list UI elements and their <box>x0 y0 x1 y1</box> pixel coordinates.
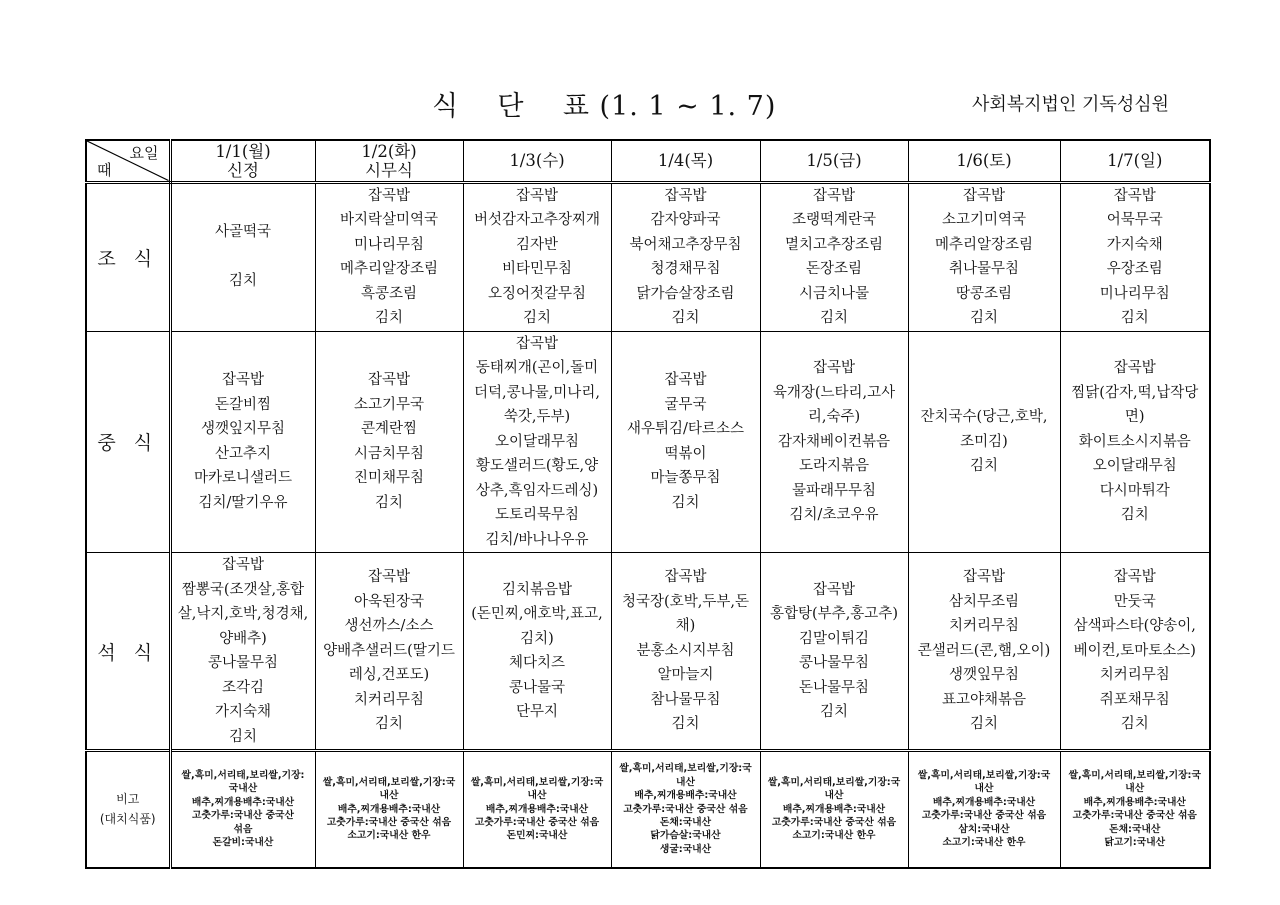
note-line: 고춧가루:국내산 중국산 섞음 <box>623 803 748 815</box>
menu-item: 도토리묵무침 <box>494 507 580 523</box>
menu-item: 김치 <box>819 704 848 720</box>
menu-item: 김치 <box>671 716 700 733</box>
menu-item: 베이컨,토마토소스) <box>1073 642 1196 659</box>
menu-item: 양배추) <box>219 630 267 647</box>
menu-cell <box>760 553 908 751</box>
day-event: 시무식 <box>365 160 413 180</box>
menu-item: 레싱,건포도) <box>348 667 430 684</box>
menu-item: 홍합탕(부추,홍고추) <box>770 606 898 622</box>
menu-item: 김치 <box>374 716 403 733</box>
menu-item: 미나리무침 <box>353 236 425 253</box>
menu-cell <box>908 553 1060 751</box>
menu-item: 김말이튀김 <box>798 630 870 647</box>
menu-item: 가지숙채 <box>1106 236 1163 253</box>
menu-item: 어묵무국 <box>1106 212 1163 228</box>
menu-item: 마카로니샐러드 <box>193 470 293 487</box>
menu-cell <box>611 182 760 331</box>
menu-item: 산고추지 <box>214 445 272 462</box>
menu-item: 굴무국 <box>664 396 707 413</box>
menu-item: 흑콩조림 <box>360 285 418 302</box>
note-cell <box>170 751 315 868</box>
note-line: 배추,찌개용배추:국내산 <box>782 803 886 815</box>
menu-item: 소고기미역국 <box>941 212 1027 228</box>
menu-item: 김치 <box>969 458 998 474</box>
note-line: 쌀,흑미,서리태,보리쌀,기장: <box>181 770 305 782</box>
menu-item: 잡곡밥 <box>367 569 411 586</box>
menu-item: 김치 <box>228 728 257 745</box>
menu-item: 새우튀김/타르소스 <box>627 421 744 438</box>
menu-item: 콘계란찜 <box>360 421 418 438</box>
menu-item: 김치 <box>228 273 257 290</box>
lunch-row <box>86 331 1210 553</box>
day-date: 1/3(수) <box>509 151 565 171</box>
menu-item: 시금치무침 <box>353 445 425 462</box>
notes-label: 비고 <box>116 792 140 807</box>
menu-item <box>172 245 315 270</box>
menu-item: 취나물무침 <box>948 261 1020 277</box>
menu-item: 미나리무침 <box>1099 285 1170 302</box>
menu-item: 김치 <box>671 494 700 511</box>
menu-item: 분홍소시지부침 <box>636 642 735 659</box>
note-line: 내산 <box>824 790 844 802</box>
day-header <box>463 140 611 182</box>
note-line: 삼치:국내산 <box>958 823 1010 835</box>
note-line: 배추,찌개용배추:국내산 <box>191 796 295 808</box>
notes-row <box>86 751 1210 868</box>
note-line: 내산 <box>379 790 399 802</box>
menu-item: 가지숙채 <box>214 704 272 720</box>
menu-item: 다시마튀각 <box>1099 482 1170 499</box>
note-line: 쌀,흑미,서리태,보리쌀,기장:국 <box>1068 770 1201 782</box>
meal-label-cell <box>86 182 170 331</box>
menu-item: 삼치무조림 <box>948 593 1020 610</box>
menu-cell <box>463 182 611 331</box>
menu-cell <box>170 331 315 553</box>
menu-cell <box>170 553 315 751</box>
meal-label-cell <box>86 553 170 751</box>
note-line: 돈갈비:국내산 <box>212 837 274 849</box>
note-line: 쌀,흑미,서리태,보리쌀,기장:국 <box>322 776 456 788</box>
note-line: 고춧가루:국내산 중국산 섞음 <box>1072 810 1197 822</box>
note-line: 쌀,흑미,서리태,보리쌀,기장:국 <box>917 770 1051 782</box>
menu-item: 잡곡밥 <box>221 372 265 389</box>
menu-item: 김치 <box>374 310 403 326</box>
menu-item: 버섯감자고추장찌개 <box>473 212 601 228</box>
note-line: 닭가슴살:국내산 <box>650 830 721 842</box>
corner-cell <box>86 140 170 182</box>
menu-item: 동태찌개(곤이,돌미 <box>475 360 599 376</box>
note-line: 배추,찌개용배추:국내산 <box>932 796 1036 808</box>
menu-item: 비타민무침 <box>501 261 573 277</box>
day-header <box>760 140 908 182</box>
menu-item: 치커리무침 <box>948 618 1020 635</box>
menu-item: 돈나물무침 <box>798 679 870 696</box>
menu-item: 짬뽕국(조갯살,홍합 <box>181 581 305 598</box>
note-line: 배추,찌개용배추:국내산 <box>485 803 589 815</box>
menu-item: 잡곡밥 <box>812 360 856 376</box>
menu-item: 돈갈비찜 <box>214 396 272 413</box>
meal-label: 중 식 <box>97 432 159 455</box>
menu-item: 김치/바나나우유 <box>485 531 589 548</box>
menu-item: 상추,흑임자드레싱) <box>475 482 599 499</box>
note-line: 소고기:국내산 한우 <box>347 830 431 842</box>
menu-item: 잡곡밥 <box>664 187 707 204</box>
note-cell <box>611 751 760 868</box>
menu-item: 오이달래무침 <box>494 433 580 450</box>
menu-item: 알마늘지 <box>657 667 714 684</box>
menu-cell <box>760 331 908 553</box>
menu-item: 잡곡밥 <box>1113 569 1156 586</box>
menu-item: 양배추샐러드(딸기드 <box>323 642 455 659</box>
menu-item: 도라지볶음 <box>798 458 870 474</box>
note-cell <box>1060 751 1210 868</box>
menu-item: 진미채무침 <box>353 470 425 487</box>
menu-table <box>85 139 1211 869</box>
menu-item: 아욱된장국 <box>353 593 425 610</box>
menu-cell <box>315 182 463 331</box>
menu-item: 북어채고추장무침 <box>629 236 742 253</box>
menu-cell <box>1060 553 1210 751</box>
menu-item: 김치 <box>969 310 998 326</box>
menu-cell <box>1060 331 1210 553</box>
menu-item: 김치 <box>1120 507 1149 523</box>
menu-item: 콩나물무침 <box>798 655 870 671</box>
note-cell <box>315 751 463 868</box>
menu-item: 감자양파국 <box>650 212 721 228</box>
menu-item: 감자채베이컨볶음 <box>777 433 891 450</box>
menu-item: 면) <box>1124 409 1145 425</box>
menu-cell <box>463 553 611 751</box>
day-date: 1/1(월) <box>215 141 271 161</box>
menu-item: 시금치나물 <box>798 285 870 302</box>
day-header <box>170 140 315 182</box>
note-line: 쌀,흑미,서리태,보리쌀,기장:국 <box>767 776 901 788</box>
note-line: 내산 <box>974 783 994 795</box>
menu-item: 쥐포채무침 <box>1099 691 1170 708</box>
note-line: 고춧가루:국내산 중국산 섞음 <box>474 816 600 828</box>
menu-cell <box>315 331 463 553</box>
menu-cell <box>908 182 1060 331</box>
menu-item: 김자반 <box>515 236 559 253</box>
menu-item: 잡곡밥 <box>962 187 1006 204</box>
note-cell <box>463 751 611 868</box>
menu-item: 잔치국수(당근,호박, <box>920 409 1048 425</box>
menu-item: 더덕,콩나물,미나리, <box>474 384 600 401</box>
menu-item: 바지락살미역국 <box>339 212 439 228</box>
menu-item: 조랭떡계란국 <box>791 212 877 228</box>
note-line: 배추,찌개용배추:국내산 <box>1083 796 1186 808</box>
menu-cell <box>1060 182 1210 331</box>
menu-item: 단무지 <box>515 704 559 720</box>
organization-name: 사회복지법인 기독성심원 <box>972 94 1169 115</box>
note-line: 고춧가루:국내산 중국산 섞음 <box>771 816 897 828</box>
menu-item: 잡곡밥 <box>1113 187 1156 204</box>
menu-item: 김치 <box>969 716 998 733</box>
day-event: 신정 <box>227 160 259 180</box>
menu-item: 잡곡밥 <box>367 187 411 204</box>
corner-meal-label: 때 <box>97 160 112 179</box>
meal-label: 석 식 <box>97 641 159 664</box>
menu-item: 잡곡밥 <box>962 569 1006 586</box>
menu-item: 잡곡밥 <box>812 187 856 204</box>
menu-cell <box>611 331 760 553</box>
menu-item: 잡곡밥 <box>515 187 559 204</box>
menu-item: 잡곡밥 <box>812 581 856 598</box>
menu-item: 콩나물국 <box>508 679 566 696</box>
note-line: 고춧가루:국내산 중국산 섞음 <box>921 810 1047 822</box>
menu-item: 생깻잎지무침 <box>200 421 286 438</box>
menu-item: 쑥갓,두부) <box>503 409 571 425</box>
menu-item: (돈민찌,애호박,표고, <box>471 606 603 622</box>
menu-item: 찜닭(감자,떡,납작당 <box>1071 384 1199 401</box>
day-header <box>1060 140 1210 182</box>
note-line: 소고기:국내산 한우 <box>942 837 1026 849</box>
dinner-row <box>86 553 1210 751</box>
note-line: 돈민찌:국내산 <box>506 830 568 842</box>
page-title: 식 단 표 (1. 1 ~ 1. 7) <box>432 91 777 122</box>
menu-item: 체다치즈 <box>508 655 566 671</box>
menu-item: 채) <box>675 618 696 635</box>
note-line: 내산 <box>1125 783 1145 795</box>
menu-item: 치커리무침 <box>1099 667 1170 684</box>
day-date: 1/7(일) <box>1107 151 1163 171</box>
menu-item: 땅콩조림 <box>955 285 1013 302</box>
menu-item: 표고야채볶음 <box>941 691 1027 708</box>
note-line: 배추,찌개용배추:국내산 <box>634 790 737 802</box>
menu-cell <box>315 553 463 751</box>
menu-item: 김치 <box>671 310 700 326</box>
menu-item: 잡곡밥 <box>664 569 707 586</box>
day-date: 1/2(화) <box>361 141 417 161</box>
note-line: 국내산 <box>228 783 258 795</box>
menu-item: 화이트소시지볶음 <box>1078 433 1191 450</box>
notes-sublabel: (대치식품) <box>99 812 156 827</box>
menu-item: 사골떡국 <box>214 224 272 241</box>
menu-item: 살,낙지,호박,청경채, <box>177 606 309 622</box>
day-header <box>611 140 760 182</box>
menu-item: 잡곡밥 <box>1113 360 1156 376</box>
menu-item: 김치 <box>522 310 551 326</box>
note-line: 섞음 <box>233 823 253 835</box>
menu-item: 생선까스/소스 <box>344 618 434 635</box>
menu-item: 김치볶음밥 <box>501 581 573 598</box>
menu-item: 우장조림 <box>1106 261 1163 277</box>
menu-item: 김치 <box>374 494 403 511</box>
menu-item: 떡볶이 <box>664 445 707 462</box>
menu-item: 잡곡밥 <box>221 557 265 573</box>
note-line: 돈채:국내산 <box>1109 823 1161 835</box>
day-header <box>315 140 463 182</box>
menu-cell <box>611 553 760 751</box>
note-cell <box>908 751 1060 868</box>
menu-cell <box>908 331 1060 553</box>
menu-cell <box>170 182 315 331</box>
note-line: 내산 <box>676 776 695 788</box>
menu-item: 메추리알장조림 <box>339 261 439 277</box>
notes-label-cell <box>86 751 170 868</box>
menu-item: 닭가슴살장조림 <box>636 285 735 302</box>
header-row <box>86 140 1210 182</box>
menu-item: 마늘쫑무침 <box>650 470 721 487</box>
menu-item: 만둣국 <box>1113 593 1156 610</box>
menu-item: 물파래무무침 <box>791 482 877 499</box>
menu-item: 김치/딸기우유 <box>198 494 288 511</box>
note-line: 소고기:국내산 한우 <box>792 830 876 842</box>
day-date: 1/6(토) <box>956 151 1012 171</box>
day-date: 1/5(금) <box>806 151 862 171</box>
day-header <box>908 140 1060 182</box>
menu-item: 콘샐러드(콘,햄,오이) <box>917 642 1051 659</box>
menu-item: 메추리알장조림 <box>934 236 1034 253</box>
menu-item: 김치 <box>1120 310 1149 326</box>
breakfast-row <box>86 182 1210 331</box>
menu-item: 오이달래무침 <box>1092 458 1177 474</box>
menu-item: 리,숙주) <box>807 409 861 425</box>
menu-item: 콩나물무침 <box>207 655 279 671</box>
menu-item: 잡곡밥 <box>367 372 411 389</box>
meal-label-cell <box>86 331 170 553</box>
menu-item: 육개장(느타리,고사 <box>772 384 896 401</box>
menu-item: 김치 <box>1120 716 1149 733</box>
note-line: 돈채:국내산 <box>659 816 712 828</box>
menu-cell <box>463 331 611 553</box>
menu-item: 멸치고추장조림 <box>784 236 884 253</box>
menu-item: 김치/초코우유 <box>789 507 879 523</box>
menu-item: 생깻잎무침 <box>948 667 1020 684</box>
note-cell <box>760 751 908 868</box>
menu-item: 소고기무국 <box>353 396 425 413</box>
menu-item: 김치) <box>520 630 554 647</box>
note-line: 쌀,흑미,서리태,보리쌀,기장:국 <box>619 763 752 775</box>
menu-item: 황도샐러드(황도,양 <box>475 458 599 474</box>
menu-item: 김치 <box>819 310 848 326</box>
menu-item: 오징어젓갈무침 <box>487 285 587 302</box>
note-line: 쌀,흑미,서리태,보리쌀,기장:국 <box>470 776 604 788</box>
meal-label: 조 식 <box>97 247 159 270</box>
menu-item: 참나물무침 <box>650 691 721 708</box>
menu-item: 치커리무침 <box>353 691 425 708</box>
note-line: 고춧가루:국내산 중국산 섞음 <box>326 816 452 828</box>
note-line: 고춧가루:국내산 중국산 <box>192 810 294 822</box>
menu-item: 잡곡밥 <box>664 372 707 389</box>
menu-item: 잡곡밥 <box>515 335 559 352</box>
note-line: 닭고기:국내산 <box>1104 837 1166 849</box>
menu-item: 청국장(호박,두부,돈 <box>622 593 749 610</box>
menu-item: 돈장조림 <box>805 261 863 277</box>
day-date: 1/4(목) <box>657 151 714 171</box>
menu-item: 조각김 <box>221 679 265 696</box>
menu-item: 청경채무침 <box>650 261 721 277</box>
menu-item: 삼색파스타(양송이, <box>1073 618 1196 635</box>
corner-day-label: 요일 <box>129 144 159 162</box>
note-line: 생굴:국내산 <box>659 843 712 855</box>
menu-cell <box>760 182 908 331</box>
note-line: 배추,찌개용배추:국내산 <box>337 803 441 815</box>
menu-item: 조미김) <box>960 433 1008 450</box>
note-line: 내산 <box>527 790 547 802</box>
